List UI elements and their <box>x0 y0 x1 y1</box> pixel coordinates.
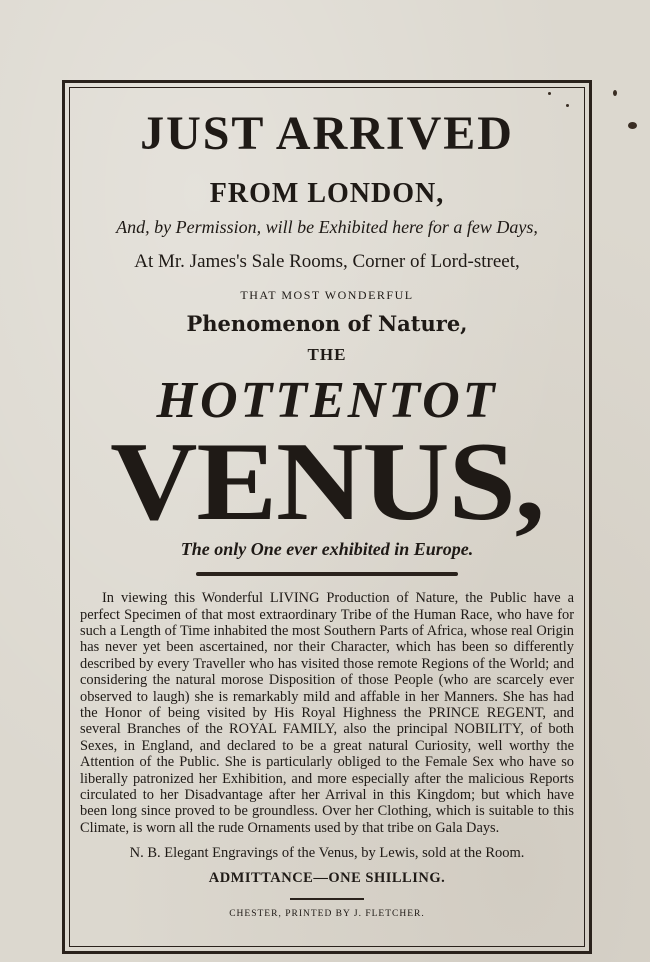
divider-rule <box>196 572 458 576</box>
ink-stain <box>613 90 617 96</box>
broadside-content <box>78 96 576 920</box>
body-text-block <box>78 590 576 836</box>
nb-line: N. B. Elegant Engravings of the Venus, by Lewis, sold at the Room. <box>129 845 525 862</box>
name-line-1: HOTTENTOT <box>156 372 498 429</box>
printer-line: CHESTER, PRINTED BY J. FLETCHER. <box>229 909 425 920</box>
ink-stain <box>628 122 637 129</box>
body-paragraph: In viewing this Wonderful LIVING Production of Nature, the Public have a perfect Specimen of that most extraordinary Tribe of the Human Race, who have for such a Length of Time inhabited the most Southern Parts of Africa, whose real Origin has never yet been ascertained, nor their Character, which has been so differently described by every Traveller who has visited those remote Regions of the World; and considering the natural morose Disposition of those People (who are scarcely ever observed to laugh) she is remarkably mild and affable in her Manners. She has had the Honor of being visited by His Royal Highness the PRINCE REGENT, and several Branches of the ROYAL FAMILY, also the principal NOBILITY, of both Sexes, in England, and declared to be a great natural Curiosity, well worthy the Attention of the Public. She is particularly obliged to the Female Sex who have so liberally patronized her Exhibition, and more especially after the malicious Reports circulated to her Disadvantage after her Arrival in this Kingdom; but which have been long since proved to be groundless. Over her Clothing, which is suitable to this Climate, is worn all the rude Ornaments used by that tribe on Gala Days. <box>80 590 574 836</box>
admittance-line: ADMITTANCE—ONE SHILLING. <box>208 869 446 886</box>
subheadline: FROM LONDON, <box>209 178 445 209</box>
tagline: The only One ever exhibited in Europe. <box>180 539 474 560</box>
that-line: THAT MOST WONDERFUL <box>240 288 414 302</box>
name-line-2: VENUS, <box>110 420 544 544</box>
permission-line: And, by Permission, will be Exhibited here for a few Days, <box>116 217 538 237</box>
small-divider-rule <box>290 898 364 900</box>
location-line: At Mr. James's Sale Rooms, Corner of Lord-street, <box>134 251 520 272</box>
the-line: THE <box>307 345 347 364</box>
headline: JUST ARRIVED <box>140 107 514 160</box>
phenomenon-line: Phenomenon of Nature, <box>186 311 468 336</box>
